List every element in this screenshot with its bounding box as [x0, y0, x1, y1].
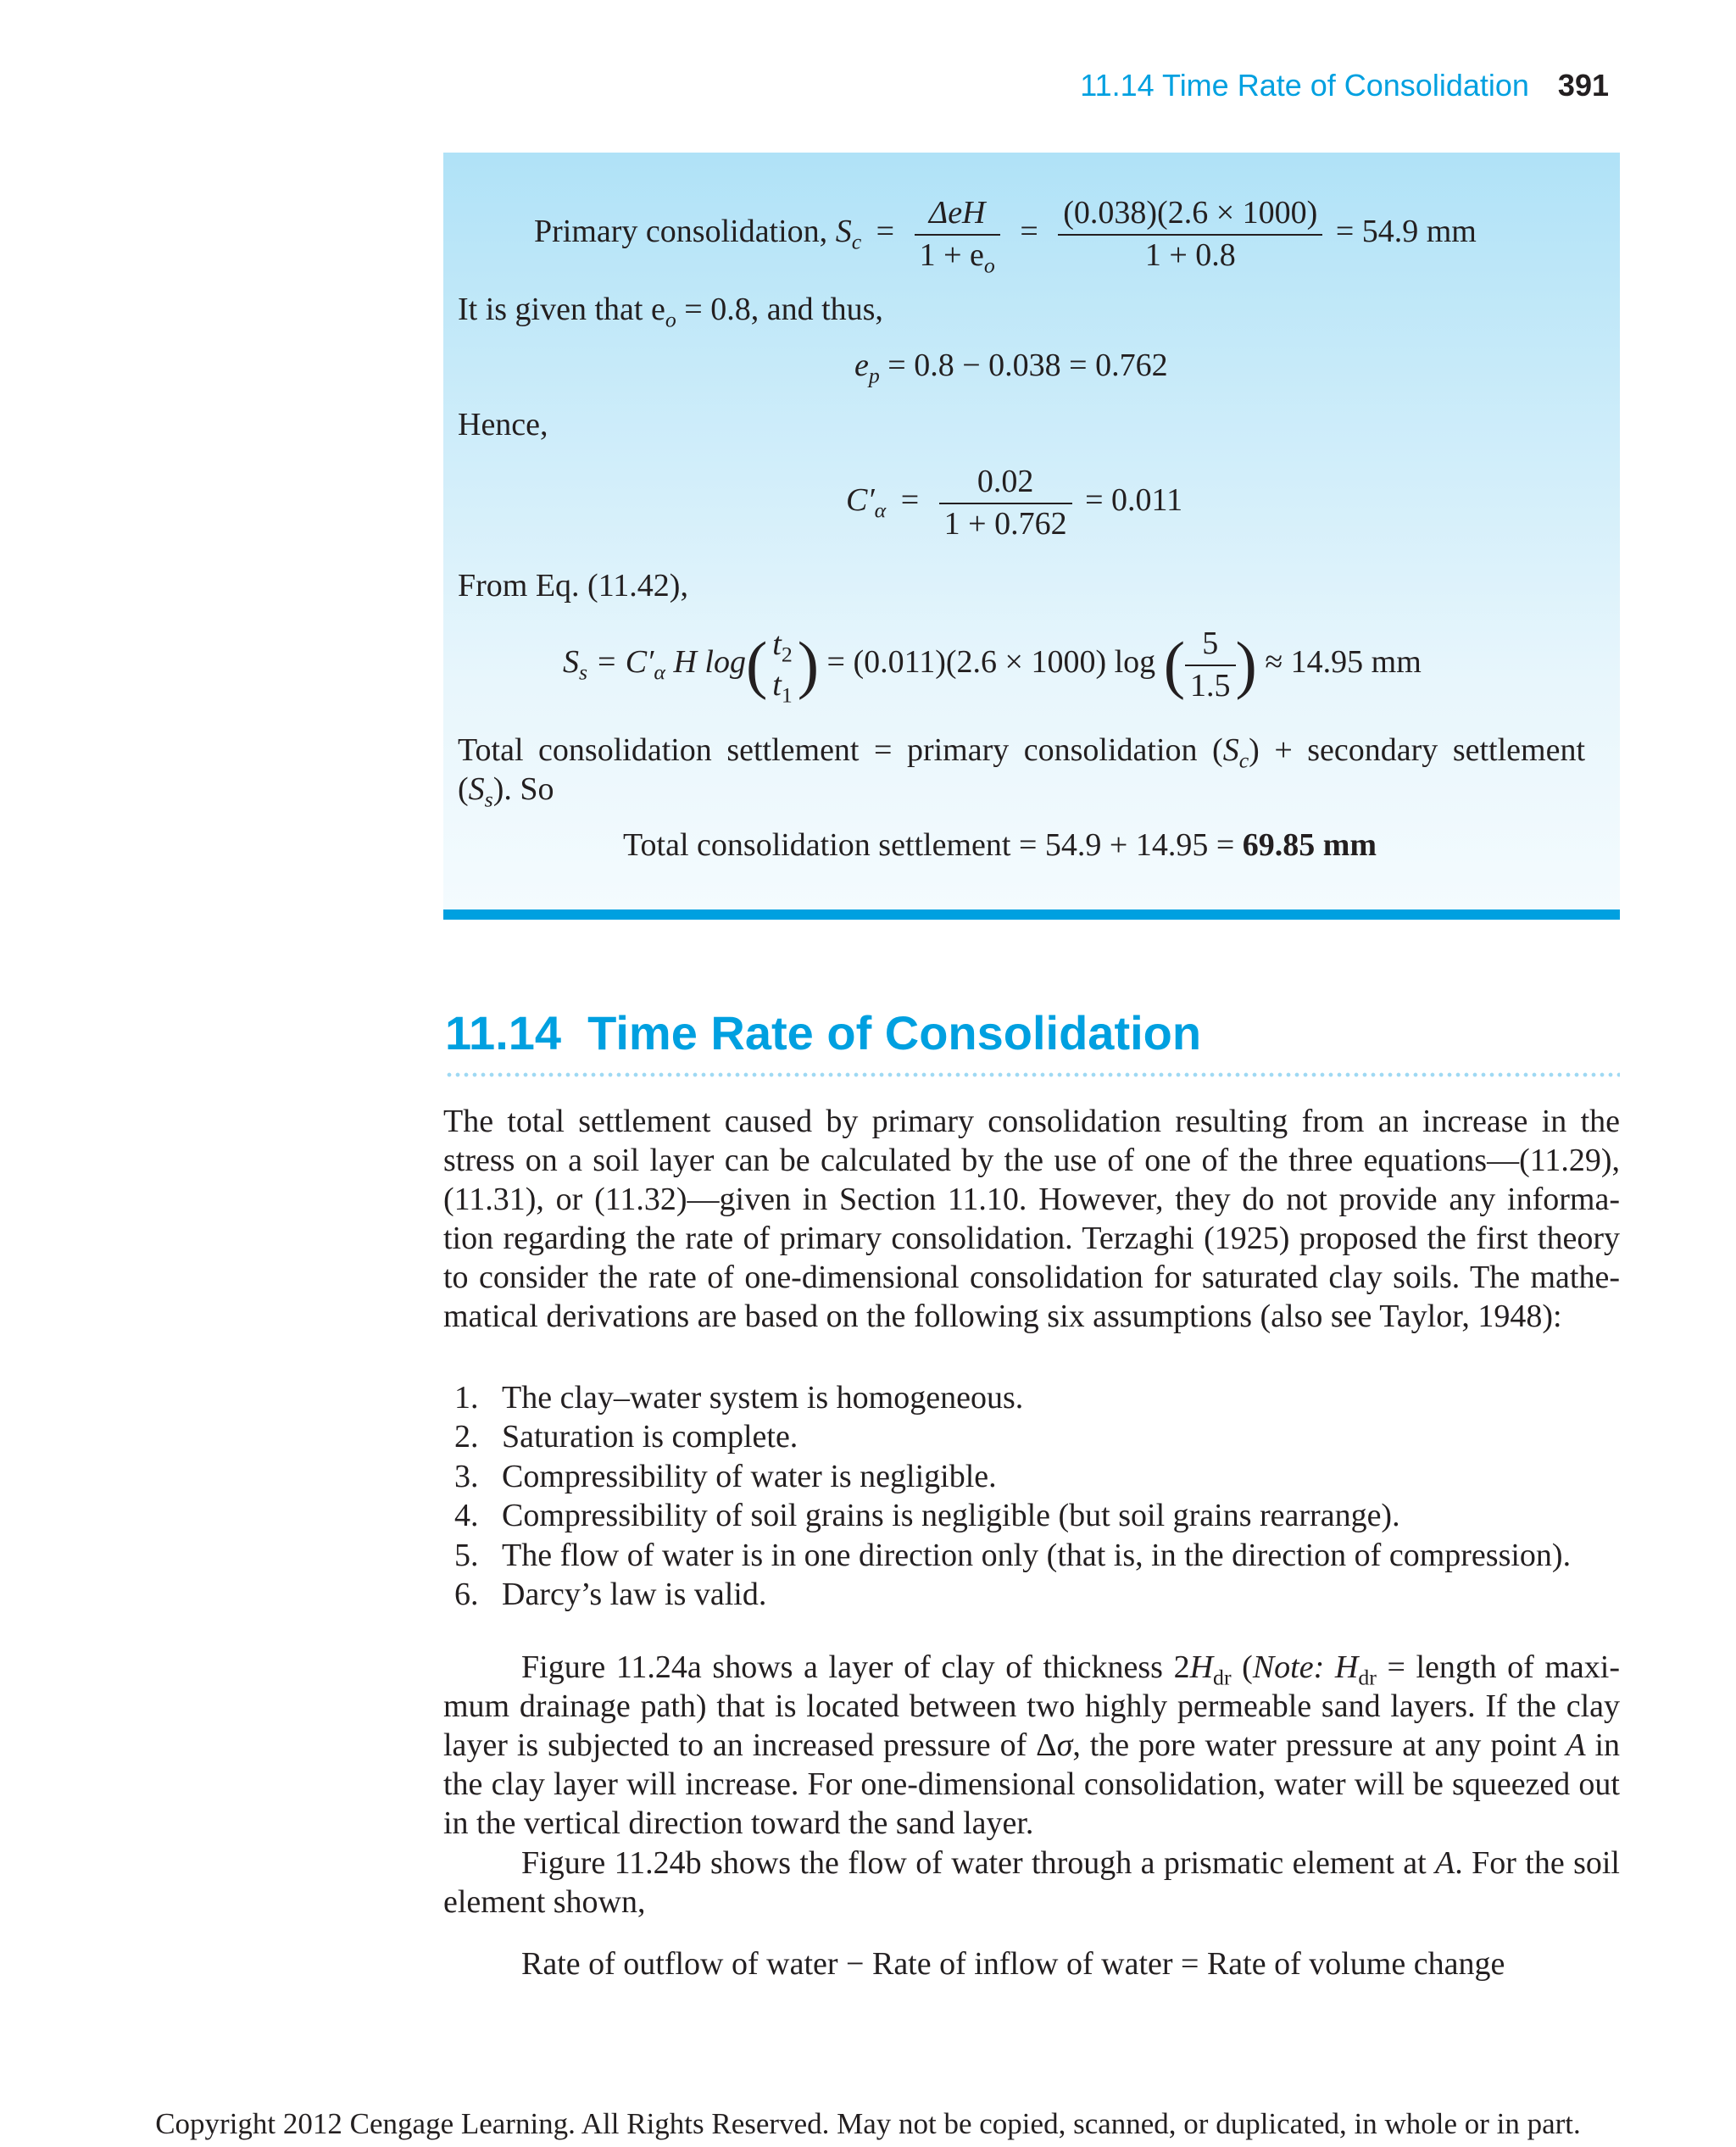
text-subscript: s [484, 787, 493, 812]
list-item-number: 1. [454, 1380, 479, 1416]
fraction-numerator: 0.02 [939, 462, 1072, 504]
example-bottom-rule [443, 909, 1620, 920]
running-header-section: 11.14 Time Rate of Consolidation [1080, 68, 1529, 103]
text-span: . For the soil element shown, [443, 1845, 1620, 1920]
fraction-denominator: 1 + 0.8 [1144, 236, 1236, 273]
text-span: ( [1231, 1649, 1253, 1685]
denominator-text: t [772, 666, 782, 703]
equation-result: = 54.9 mm [1335, 214, 1477, 250]
equation-subscript: p [868, 363, 880, 388]
list-item [454, 1378, 1624, 1417]
text-variable: A [1435, 1845, 1455, 1881]
figure-paragraph-2 [443, 1844, 1620, 1922]
list-item-text: Darcy’s law is valid. [502, 1577, 767, 1613]
text-span: , the pore water pressure at any point [1072, 1727, 1566, 1763]
assumptions-list [454, 1378, 1624, 1614]
equation-subscript: c [851, 229, 862, 254]
fraction-numerator: 5 [1185, 624, 1236, 666]
equals-sign: = [900, 482, 920, 519]
text-span: ) + secondary settlement ( [458, 732, 1585, 807]
equation-result: ≈ 14.95 mm [1265, 644, 1422, 681]
total-settlement-statement [458, 731, 1585, 812]
text-span: It is given that e [458, 292, 665, 327]
given-statement [458, 290, 883, 332]
from-equation-text: From Eq. (11.42), [458, 568, 688, 603]
fraction-numerator [915, 193, 1000, 236]
text-subscript: c [1238, 748, 1249, 773]
section-dotted-rule [445, 1072, 1620, 1077]
text-variable: H [1189, 1649, 1214, 1685]
right-paren: ) [797, 629, 820, 701]
equation-total-settlement [623, 829, 1377, 861]
figure-paragraph-1 [443, 1648, 1620, 1843]
numerator-text: t [772, 626, 782, 662]
left-paren: ( [1163, 629, 1185, 701]
list-item-number: 3. [454, 1458, 479, 1494]
fraction [939, 462, 1072, 544]
equation-variable: C′ [846, 482, 875, 519]
equation-term: = C′ [587, 644, 654, 681]
list-item [454, 1457, 1624, 1496]
left-paren: ( [745, 629, 768, 701]
hence-text: Hence, [458, 407, 548, 442]
section-title [445, 1005, 1201, 1060]
denominator-text: 1 + e [919, 236, 984, 273]
fraction-numerator [767, 625, 797, 665]
section-number: 11.14 [445, 1006, 562, 1060]
denominator-subscript: o [983, 252, 995, 277]
equation-term: = (0.011)(2.6 × 1000) log [826, 644, 1156, 681]
list-item [454, 1496, 1624, 1535]
running-header [1080, 68, 1609, 103]
right-paren: ) [1235, 629, 1257, 701]
fraction-denominator: 1.5 [1190, 667, 1231, 704]
equation-rhs: = 0.8 − 0.038 = 0.762 [879, 348, 1168, 383]
denominator-subscript: 1 [781, 681, 793, 707]
equation-subscript: s [579, 659, 588, 685]
equation-secondary-index [846, 462, 1182, 544]
intro-paragraph: The total settlement caused by primary consolidation resulting from an increase in the stress on a soil layer can be calculated by the use of one of the three equations—(11.29), (11.31), or (11.32)—given in Section 11.10. However, they do not provide any informa-tion regarding the rate of primary consolidation. Terzaghi (1925) proposed the first theory to consider the rate of one-dimensional consolidation for saturated clay soils. The mathe-matical derivations are based on the following six assumptions (also see Taylor, 1948): [443, 1104, 1620, 1334]
list-item-number: 2. [454, 1419, 479, 1455]
equation-subscript: α [654, 659, 665, 685]
equation-variable: e [854, 348, 869, 383]
fraction [1058, 193, 1322, 275]
equation-variable: S [835, 214, 852, 250]
text-variable: S [468, 771, 485, 807]
equation-result: = 0.011 [1085, 482, 1183, 519]
text-subscript: dr [1213, 1665, 1232, 1690]
text-span: Total consolidation settlement = primary consolidation ( [458, 732, 1223, 768]
text-span: ). So [492, 771, 554, 807]
fraction-numerator: (0.038)(2.6 × 1000) [1058, 193, 1322, 236]
list-item [454, 1575, 1624, 1614]
equation-result: 69.85 mm [1242, 827, 1377, 863]
list-item-number: 5. [454, 1537, 479, 1573]
list-item-text: The flow of water is in one direction only (that is, in the direction of compression). [502, 1537, 1572, 1573]
text-subscript: o [665, 307, 676, 332]
numerator-text: ΔeH [928, 195, 986, 231]
equation-secondary-settlement [563, 624, 1422, 706]
numerator-subscript: 2 [781, 642, 793, 667]
equation-subscript: α [874, 498, 887, 523]
fraction [1185, 624, 1236, 706]
copyright-notice: Copyright 2012 Cengage Learning. All Rights Reserved. May not be copied, scanned, or duplicated, in whole or in part. [155, 2107, 1581, 2140]
text-variable: A [1566, 1727, 1586, 1763]
fraction-denominator: 1 + 0.762 [943, 505, 1067, 542]
text-span: = length of maxi-mum drainage path) that is located between two highly permeable sand layers. If the clay layer is subjected to an increased pressure of Δ [443, 1649, 1620, 1763]
list-item-number: 4. [454, 1498, 479, 1534]
list-item [454, 1417, 1624, 1456]
equals-sign: = [876, 214, 895, 250]
list-item [454, 1536, 1624, 1575]
text-span: = 0.8, and thus, [676, 292, 883, 327]
fraction [767, 625, 797, 705]
equation-label: Primary consolidation, [534, 214, 828, 250]
text-variable: S [1222, 732, 1239, 768]
fraction-denominator [915, 236, 1000, 276]
equals-sign: = [1020, 214, 1038, 250]
text-span: in the clay layer will increase. For one-dimensional consolidation, water will be squeezed out in the vertical direction toward the sand layer. [443, 1727, 1620, 1841]
equation-term: H log [665, 644, 746, 681]
equation-variable: S [563, 644, 579, 681]
text-subscript: dr [1358, 1665, 1377, 1690]
text-span: Figure 11.24a shows a layer of clay of thickness 2 [521, 1649, 1190, 1685]
equation-primary-consolidation [534, 193, 1477, 275]
equation-text: Total consolidation settlement = 54.9 + 14.95 = [623, 827, 1243, 863]
page-number: 391 [1557, 68, 1609, 103]
list-item-number: 6. [454, 1577, 479, 1613]
list-item-text: Saturation is complete. [502, 1419, 798, 1455]
list-item-text: Compressibility of soil grains is negligible (but soil grains rearrange). [502, 1498, 1400, 1534]
section-title-text: Time Rate of Consolidation [587, 1006, 1202, 1060]
text-variable: σ [1056, 1727, 1073, 1763]
fraction-denominator [767, 665, 797, 706]
note-text: Note: H [1252, 1649, 1359, 1685]
rate-equation: Rate of outflow of water − Rate of inflow of water = Rate of volume change [521, 1946, 1505, 1982]
list-item-text: The clay–water system is homogeneous. [502, 1380, 1024, 1416]
list-item-text: Compressibility of water is negligible. [502, 1458, 997, 1494]
text-span: Figure 11.24b shows the flow of water through a prismatic element at [521, 1845, 1436, 1881]
equation-void-ratio [854, 348, 1168, 388]
fraction [915, 193, 1000, 275]
